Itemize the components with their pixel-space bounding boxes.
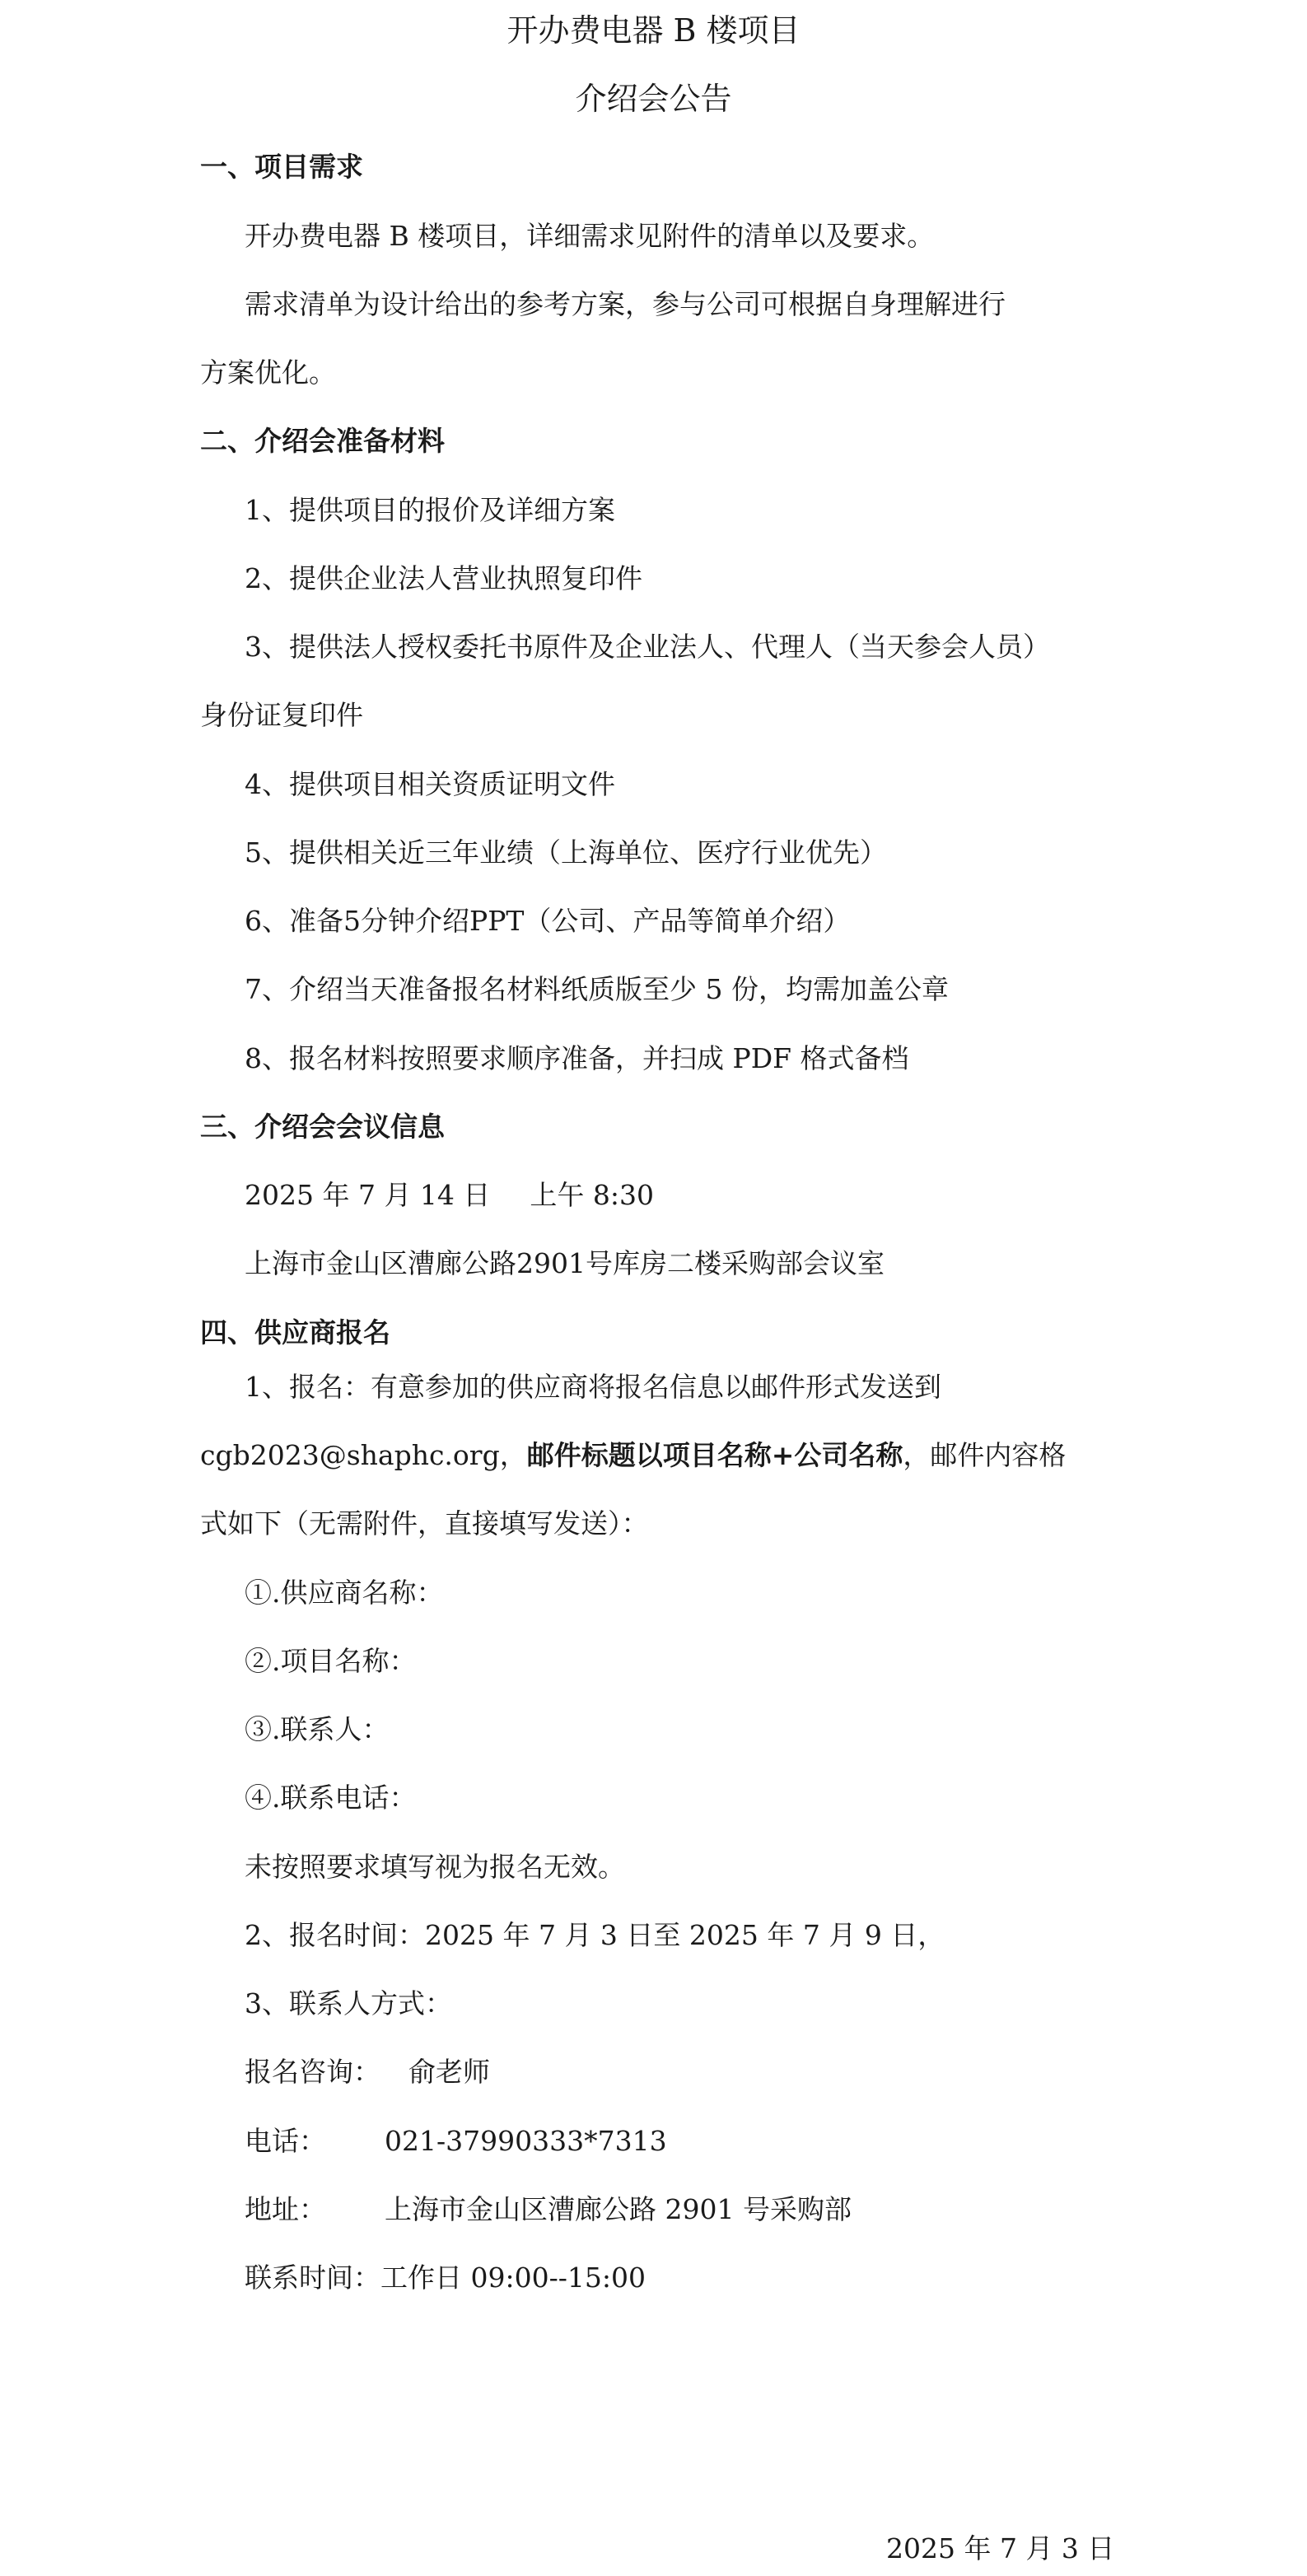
document-title: 开办费电器 B 楼项目 — [506, 12, 801, 49]
list-item: 6、准备5分钟介绍PPT（公司、产品等简单介绍） — [245, 905, 851, 937]
paragraph: 开办费电器 B 楼项目，详细需求见附件的清单以及要求。 — [245, 220, 935, 252]
section-heading-meeting-info: 三、介绍会会议信息 — [200, 1111, 445, 1143]
section-heading-requirements: 一、项目需求 — [200, 151, 363, 183]
list-item: 5、提供相关近三年业绩（上海单位、医疗行业优先） — [245, 836, 887, 869]
phone-label: 电话： — [245, 2125, 326, 2157]
list-item: 1、提供项目的报价及详细方案 — [245, 494, 615, 526]
meeting-time: 上午 8:30 — [530, 1179, 655, 1211]
section-heading-materials: 二、介绍会准备材料 — [200, 425, 445, 457]
contact-address — [245, 2191, 852, 2229]
form-field-supplier-name: ①.供应商名称： — [245, 1577, 444, 1609]
form-field-project-name: ②.项目名称： — [245, 1645, 417, 1677]
signup-instruction-line3: 式如下（无需附件，直接填写发送）： — [200, 1507, 649, 1540]
meeting-location: 上海市金山区漕廊公路2901号库房二楼采购部会议室 — [245, 1247, 885, 1279]
contact-consult — [245, 2053, 490, 2091]
contact-heading: 3、联系人方式： — [245, 1987, 452, 2019]
section-heading-signup: 四、供应商报名 — [200, 1316, 390, 1349]
address-label: 地址： — [245, 2193, 326, 2225]
list-item: 7、介绍当天准备报名材料纸质版至少 5 份，均需加盖公章 — [245, 973, 949, 1005]
list-item: 3、提供法人授权委托书原件及企业法人、代理人（当天参会人员） — [245, 631, 1050, 663]
phone-value: 021-37990333*7313 — [385, 2125, 667, 2157]
list-item: 2、提供企业法人营业执照复印件 — [245, 562, 642, 594]
form-field-contact-person: ③.联系人： — [245, 1713, 390, 1745]
paragraph-continuation: 方案优化。 — [200, 356, 336, 389]
signup-email: cgb2023@shaphc.org， — [200, 1439, 527, 1471]
list-item: 8、报名材料按照要求顺序准备，并扫成 PDF 格式备档 — [245, 1042, 909, 1074]
consult-label: 报名咨询： — [245, 2056, 380, 2088]
subject-rule: 邮件标题以项目名称+公司名称 — [526, 1439, 903, 1471]
contact-hours: 联系时间：工作日 09:00--15:00 — [245, 2262, 646, 2294]
invalid-note: 未按照要求填写视为报名无效。 — [245, 1851, 625, 1883]
meeting-date: 2025 年 7 月 14 日 — [245, 1179, 491, 1211]
meeting-datetime — [245, 1176, 654, 1214]
document-date: 2025 年 7 月 3 日 — [886, 2532, 1115, 2564]
signup-instruction: 1、报名：有意参加的供应商将报名信息以邮件形式发送到 — [245, 1371, 941, 1403]
signup-instruction-tail: ，邮件内容格 — [903, 1439, 1067, 1471]
list-item: 4、提供项目相关资质证明文件 — [245, 768, 615, 800]
signup-time: 2、报名时间：2025 年 7 月 3 日至 2025 年 7 月 9 日， — [245, 1919, 945, 1951]
signup-instruction-line2 — [200, 1437, 1066, 1474]
consult-value: 俞老师 — [408, 2056, 490, 2088]
list-item-continuation: 身份证复印件 — [200, 699, 363, 731]
contact-phone — [245, 2122, 667, 2160]
document-subtitle: 介绍会公告 — [575, 81, 732, 117]
address-value: 上海市金山区漕廊公路 2901 号采购部 — [385, 2193, 852, 2225]
form-field-contact-phone: ④.联系电话： — [245, 1782, 417, 1814]
paragraph: 需求清单为设计给出的参考方案，参与公司可根据自身理解进行 — [245, 288, 1006, 320]
